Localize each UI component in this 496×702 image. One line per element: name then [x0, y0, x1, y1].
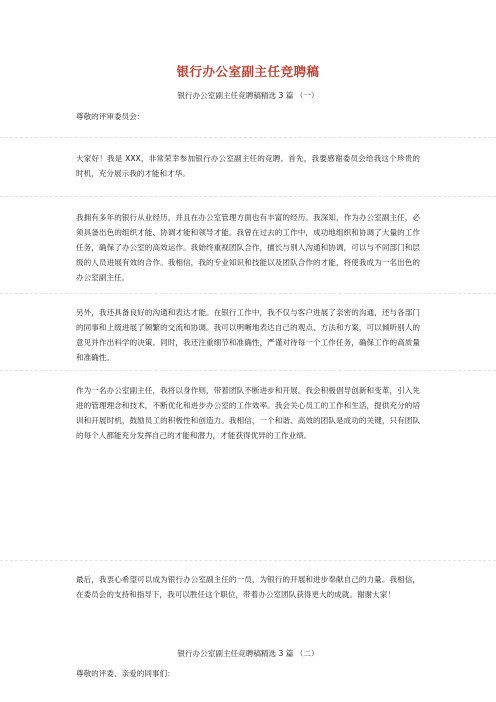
section-heading-2: 银行办公室副主任竞聘稿精选 3 篇 （二） — [177, 649, 319, 658]
paragraph-divider — [0, 137, 496, 138]
paragraph-3: 另外，我还具备良好的沟通和表达才能。在银行工作中，我不仅与客户进展了亲密的沟通，还与各部门的同事和上级进展了频繁的交流和协调。我可以明晰地表达自己的观点、方法和方案，可以倾听别人的意见并作出科学的决策。同时，我还注重细节和准确性，严谨对待每一个工作任务，确保工作的高质量和准确性。 — [76, 308, 420, 362]
paragraph-divider — [0, 370, 496, 371]
document-title: 银行办公室副主任竞聘稿 — [176, 64, 320, 79]
paragraph-divider — [0, 196, 496, 197]
salutation-2: 尊敬的评委、亲爱的同事们： — [76, 669, 175, 678]
salutation-1: 尊敬的评审委员会： — [76, 112, 145, 121]
paragraph-4: 作为一名办公室副主任，我将以身作则，带着团队不断进步和开展。我会积极倡导创新和变革，引入先进的管理理念和技术，不断优化和进步办公室的工作效率。我会关心员工的工作和生活，提供充分的培训和开展时机，鼓励员工的积极性和创造力。我相信，一个和谐、高效的团队是成功的关键，只有团队的每个人都能充分发挥自己的才能和潜力，才能获得优异的工作业绩。 — [76, 386, 420, 440]
paragraph-5: 最后，我衷心希望可以成为银行办公室副主任的一员，为银行的开展和进步奉献自己的力量。我相信，在委员会的支持和指导下，我可以胜任这个职位，带着办公室团队获得更大的成就。谢谢大家！ — [76, 575, 420, 599]
paragraph-divider — [0, 560, 496, 561]
paragraph-2: 我拥有多年的银行从业经历，并且在办公室管理方面也有丰富的经历。我深知，作为办公室副主任，必须具备出色的组织才能、协调才能和领导才能。我曾在过去的工作中，成功地组织和协调了大量的工作任务，确保了办公室的高效运作。我始终重视团队合作，擅长与别人沟通和协调，可以与不同部门和层级的人员进展有效的合作。我相信，我的专业知识和技能以及团队合作的才能，将使我成为一名出色的办公室副主任。 — [76, 213, 420, 282]
section-heading-1: 银行办公室副主任竞聘稿精选 3 篇 （一） — [177, 91, 319, 100]
paragraph-divider — [0, 293, 496, 294]
paragraph-1: 大家好！我是 XXX，非常荣幸参加银行办公室副主任的竞聘。首先，我要感谢委员会给我这个珍贵的时机，充分展示我的才能和才华。 — [76, 154, 420, 178]
